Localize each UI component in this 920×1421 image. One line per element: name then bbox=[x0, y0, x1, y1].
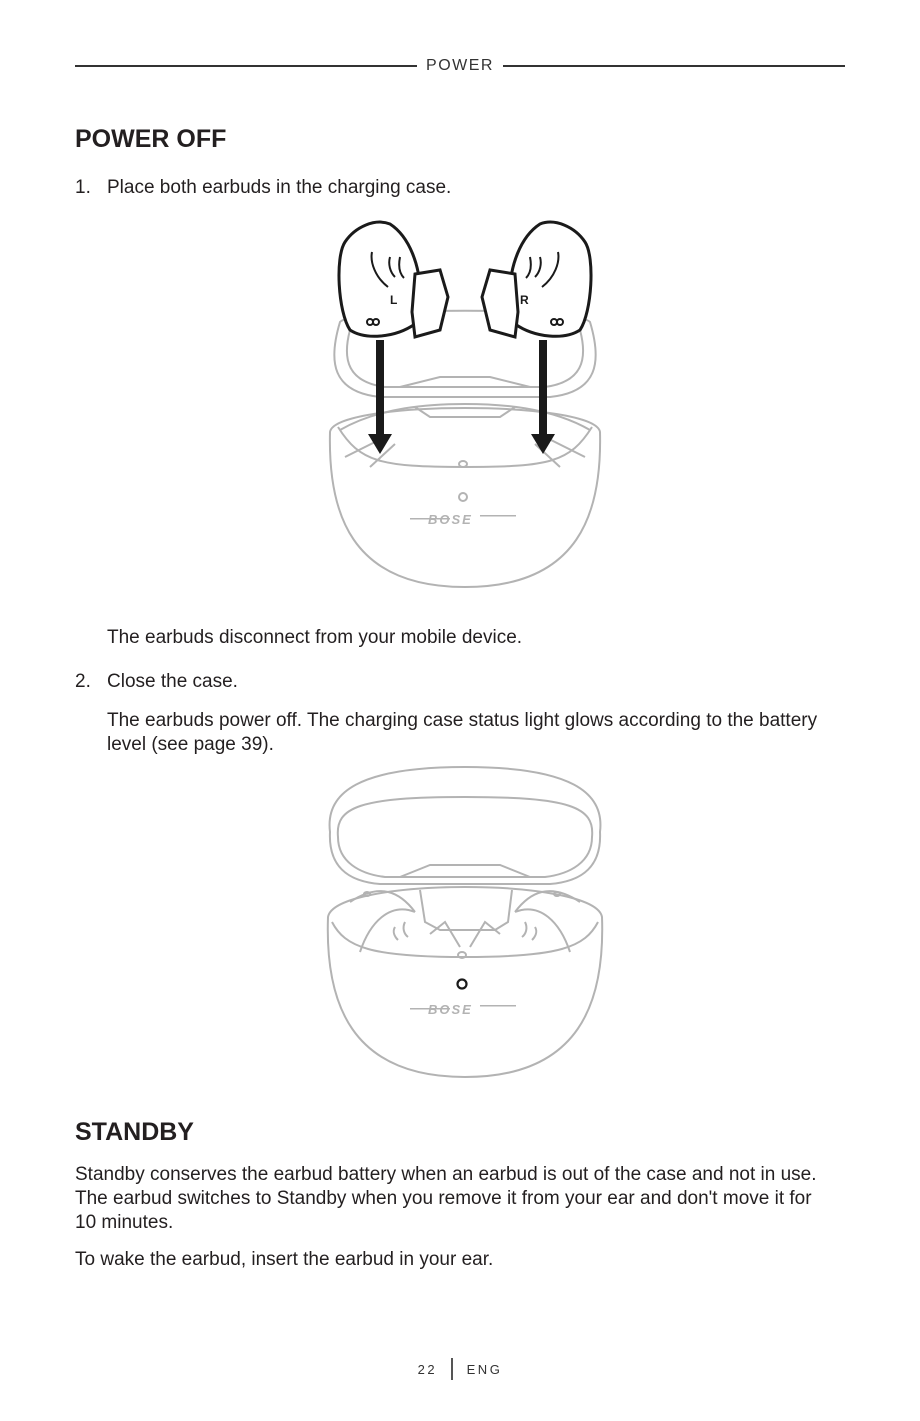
left-earbud-label: L bbox=[390, 293, 398, 307]
case-with-earbuds-illustration bbox=[320, 762, 610, 1080]
step-2-number: 2. bbox=[75, 671, 91, 692]
step-1-result: The earbuds disconnect from your mobile device. bbox=[107, 627, 523, 648]
case-lid bbox=[330, 767, 601, 884]
standby-heading: STANDBY bbox=[75, 1118, 194, 1146]
step-1-text: Place both earbuds in the charging case. bbox=[107, 177, 452, 198]
page-footer bbox=[0, 1358, 920, 1380]
right-earbud bbox=[482, 222, 591, 337]
left-earbud bbox=[339, 222, 448, 337]
bose-logo bbox=[410, 512, 516, 527]
bose-logo bbox=[410, 1002, 516, 1017]
header-rule-right bbox=[503, 65, 845, 67]
svg-text:BOSE: BOSE bbox=[428, 1002, 473, 1017]
footer-separator bbox=[451, 1358, 453, 1380]
svg-text:BOSE: BOSE bbox=[428, 512, 473, 527]
step-1-number: 1. bbox=[75, 177, 91, 198]
step-2-result: The earbuds power off. The charging case status light glows according to the battery level (see page 39). bbox=[107, 710, 818, 755]
right-earbud-label: R bbox=[520, 293, 529, 307]
section-header bbox=[75, 54, 845, 78]
header-rule-left bbox=[75, 65, 417, 67]
power-off-heading: POWER OFF bbox=[75, 125, 227, 153]
earbuds-into-case-illustration bbox=[320, 212, 610, 597]
status-light-icon bbox=[458, 980, 467, 989]
section-title: POWER bbox=[426, 57, 494, 74]
language-code: ENG bbox=[466, 1361, 503, 1377]
step-2-text: Close the case. bbox=[107, 671, 238, 692]
page-number: 22 bbox=[417, 1361, 438, 1377]
standby-paragraph-1: Standby conserves the earbud battery when an earbud is out of the case and not in use. The earbud switches to Standby when you remove it from your ear and don't move it for 10 minutes. bbox=[75, 1164, 817, 1233]
standby-paragraph-2: To wake the earbud, insert the earbud in your ear. bbox=[75, 1249, 494, 1270]
